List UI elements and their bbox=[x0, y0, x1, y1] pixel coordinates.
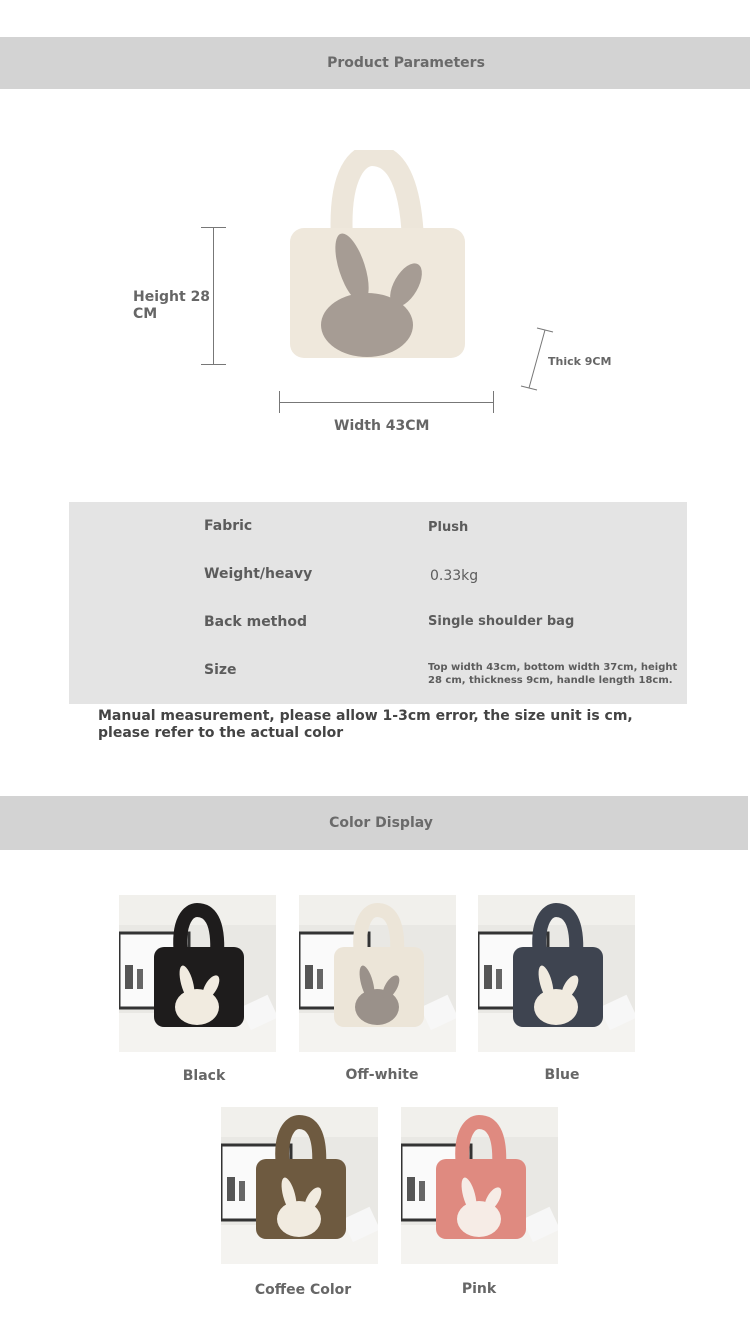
color-photo-blue[interactable] bbox=[478, 895, 635, 1052]
height-marker-top-cap bbox=[201, 227, 226, 228]
color-caption: Pink bbox=[461, 1281, 497, 1297]
spec-value: Top width 43cm, bottom width 37cm, height 28 cm, thickness 9cm, handle length 18cm. bbox=[428, 662, 678, 686]
color-display-banner bbox=[0, 796, 748, 850]
spec-label: Weight/heavy bbox=[204, 566, 313, 582]
width-marker-left-cap bbox=[279, 391, 280, 413]
color-caption: Black bbox=[182, 1068, 226, 1084]
height-marker bbox=[213, 227, 214, 365]
height-marker-bottom-cap bbox=[201, 364, 226, 365]
width-marker-right-cap bbox=[493, 391, 494, 413]
width-marker bbox=[279, 402, 494, 403]
color-photo-black[interactable] bbox=[119, 895, 276, 1052]
thick-label: Thick 9CM bbox=[548, 355, 612, 368]
specs-table bbox=[69, 502, 687, 704]
color-caption: Coffee Color bbox=[254, 1282, 352, 1298]
spec-value: Single shoulder bag bbox=[428, 614, 575, 629]
spec-label: Size bbox=[204, 662, 237, 678]
color-photo-off-white[interactable] bbox=[299, 895, 456, 1052]
color-caption: Off-white bbox=[345, 1067, 419, 1083]
width-label: Width 43CM bbox=[334, 418, 430, 434]
color-caption: Blue bbox=[544, 1067, 580, 1083]
spec-value: 0.33kg bbox=[430, 568, 479, 584]
section-title: Color Display bbox=[329, 815, 433, 831]
bag-illustration bbox=[280, 150, 480, 365]
color-photo-coffee[interactable] bbox=[221, 1107, 378, 1264]
height-label: Height 28 CM bbox=[133, 289, 211, 322]
spec-label: Fabric bbox=[204, 518, 253, 534]
measurement-note: Manual measurement, please allow 1-3cm error, the size unit is cm, please refer to the actual color bbox=[98, 708, 633, 741]
product-parameters-banner bbox=[0, 37, 750, 89]
section-title: Product Parameters bbox=[327, 55, 485, 71]
spec-value: Plush bbox=[428, 520, 469, 535]
color-photo-pink[interactable] bbox=[401, 1107, 558, 1264]
spec-label: Back method bbox=[204, 614, 307, 630]
